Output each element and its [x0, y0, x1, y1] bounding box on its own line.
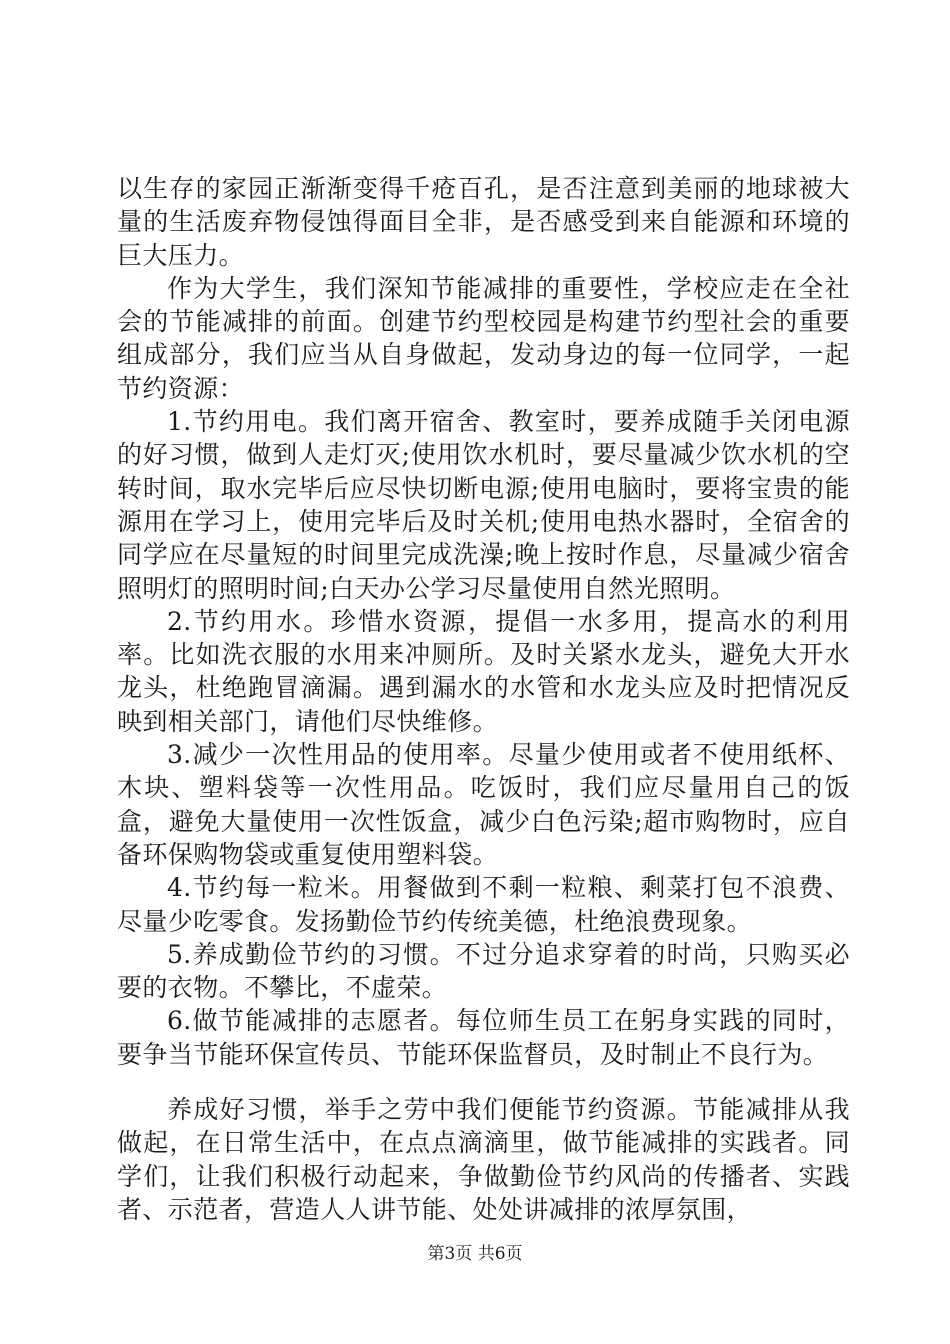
paragraph-intro: 作为大学生，我们深知节能减排的重要性，学校应走在全社会的节能减排的前面。创建节约型校园是构建节约型社会的重要组成部分，我们应当从自身做起，发动身边的每一位同学，一起节约资源： [117, 273, 850, 403]
list-item-volunteer: 6.做节能减排的志愿者。每位师生员工在躬身实践的同时，要争当节能环保宣传员、节能环保监督员，及时制止不良行为。 [117, 1006, 850, 1069]
list-item-rice: 4.节约每一粒米。用餐做到不剩一粒粮、剩菜打包不浪费、尽量少吃零食。发扬勤俭节约传统美德，杜绝浪费现象。 [117, 873, 850, 936]
page-number-footer: 第3页 共6页 [427, 1244, 523, 1264]
list-item-frugality: 5.养成勤俭节约的习惯。不过分追求穿着的时尚，只购买必要的衣物。不攀比，不虚荣。 [117, 939, 850, 1003]
document-body [117, 172, 850, 1226]
list-item-disposables: 3.减少一次性用品的使用率。尽量少使用或者不使用纸杯、木块、塑料袋等一次性用品。吃饭时，我们应尽量用自己的饭盒，避免大量使用一次性饭盒，减少白色污染;超市购物时，应自备环保购物袋或重复使用塑料袋。 [117, 740, 850, 869]
paragraph-continuation: 以生存的家园正渐渐变得千疮百孔，是否注意到美丽的地球被大量的生活废弃物侵蚀得面目全非，是否感受到来自能源和环境的巨大压力。 [117, 174, 850, 270]
paragraph-closing: 养成好习惯，举手之劳中我们便能节约资源。节能减排从我做起，在日常生活中，在点点滴滴里，做节能减排的实践者。同学们，让我们积极行动起来，争做勤俭节约风尚的传播者、实践者、示范者，营造人人讲节能、处处讲减排的浓厚氛围， [117, 1095, 850, 1224]
list-item-water: 2.节约用水。珍惜水资源，提倡一水多用，提高水的利用率。比如洗衣服的水用来冲厕所。及时关紧水龙头，避免大开水龙头，杜绝跑冒滴漏。遇到漏水的水管和水龙头应及时把情况反映到相关部门，请他们尽快维修。 [117, 606, 850, 736]
paragraph-spacer [117, 1071, 850, 1093]
list-item-electricity: 1.节约用电。我们离开宿舍、教室时，要养成随手关闭电源的好习惯，做到人走灯灭;使用饮水机时，要尽量减少饮水机的空转时间，取水完毕后应尽快切断电源;使用电脑时，要将宝贵的能源用在学习上，使用完毕后及时关机;使用电热水器时，全宿舍的同学应在尽量短的时间里完成洗澡;晚上按时作息，尽量减少宿舍照明灯的照明时间;白天办公学习尽量使用自然光照明。 [117, 407, 850, 603]
